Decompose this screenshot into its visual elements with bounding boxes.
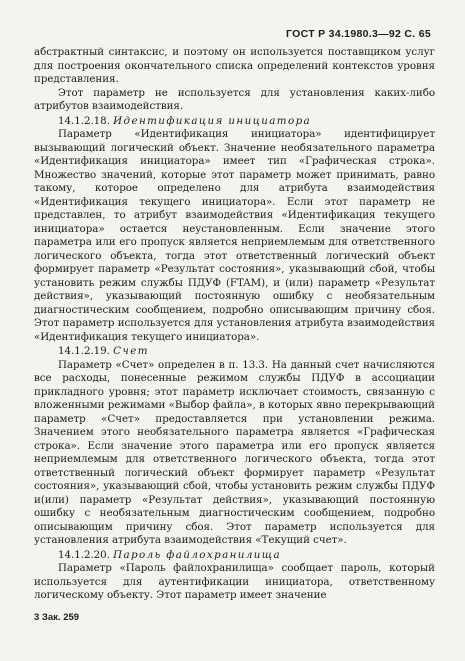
section-title: Пароль файлохранилища	[113, 548, 282, 561]
paragraph: Этот параметр не используется для установления каких-либо атрибутов взаимодействия.	[34, 86, 435, 112]
paragraph: Параметр «Счет» определен в п. 13.3. На данный счет начисляются все расходы, понесенные режимом службы ПДУФ в ассоциации прикладного уровня; этот параметр исключает стоимость, связанную с вложенными режимами «Выбор файла», в которых явно перекрывающий параметр «Счет» предоставляется при установлении режима. Значением этого необязательного параметра является «Графическая строка». Если значение этого параметра или его пропуск является неприемлемым для ответственного логического объекта, тогда этот ответственный логический объект формирует параметр «Результат состояния», указывающий сбой, чтобы установить режим службы ПДУФ и(или) параметр «Результат действия», указывающий постоянную ошибку с необязательным диагностическим сообщением, подробно описывающим причину сбоя. Этот параметр используется для установления атрибута взаимодействия «Текущий счет».	[34, 358, 435, 546]
paragraph: Параметр «Пароль файлохранилища» сообщает пароль, который используется для аутентификации инициатора, ответственному логическому объекту. Этот параметр имеет значение	[34, 562, 435, 601]
section-heading-14-1-2-18	[34, 115, 435, 129]
page-header: ГОСТ Р 34.1980.3—92 С. 65	[286, 28, 431, 40]
page-footer: 3 Зак. 259	[34, 612, 80, 623]
section-number: 14.1.2.19.	[58, 345, 110, 357]
paragraph: абстрактный синтаксис, и поэтому он используется поставщиком услуг для построения окончательного списка определений контекстов уровня представления.	[34, 46, 435, 85]
section-heading-14-1-2-20	[34, 549, 435, 563]
section-number: 14.1.2.18.	[58, 114, 110, 127]
paragraph: Параметр «Идентификация инициатора» идентифицирует вызывающий логический объект. Значение необязательного параметра «Идентификация инициатора» имеет тип «Графическая строка». Множество значений, которые этот параметр может принимать, равно такому, которое определено для атрибута взаимодействия «Идентификация текущего инициатора». Если этот параметр не представлен, то атрибут взаимодействия «Идентификация текущего инициатора» остается неустановленным. Если значение этого параметра или его пропуск является неприемлемым для ответственного логического объекта, тогда этот ответственный логический объект формирует параметр «Результат состояния», указывающий сбой, чтобы установить режим службы ПДУФ (FTAM), и (или) параметр «Результат действия», указывающий постоянную ошибку с необязательным диагностическим сообщением, подробно описывающим причину сбоя. Этот параметр используется для установления атрибута взаимодействия «Идентификация текущего инициатора».	[34, 128, 435, 343]
section-title: Идентификация инициатора	[113, 114, 312, 127]
document-body	[34, 46, 435, 603]
section-number: 14.1.2.20.	[58, 548, 110, 561]
section-title: Счет	[113, 345, 149, 357]
section-heading-14-1-2-19	[34, 345, 435, 359]
